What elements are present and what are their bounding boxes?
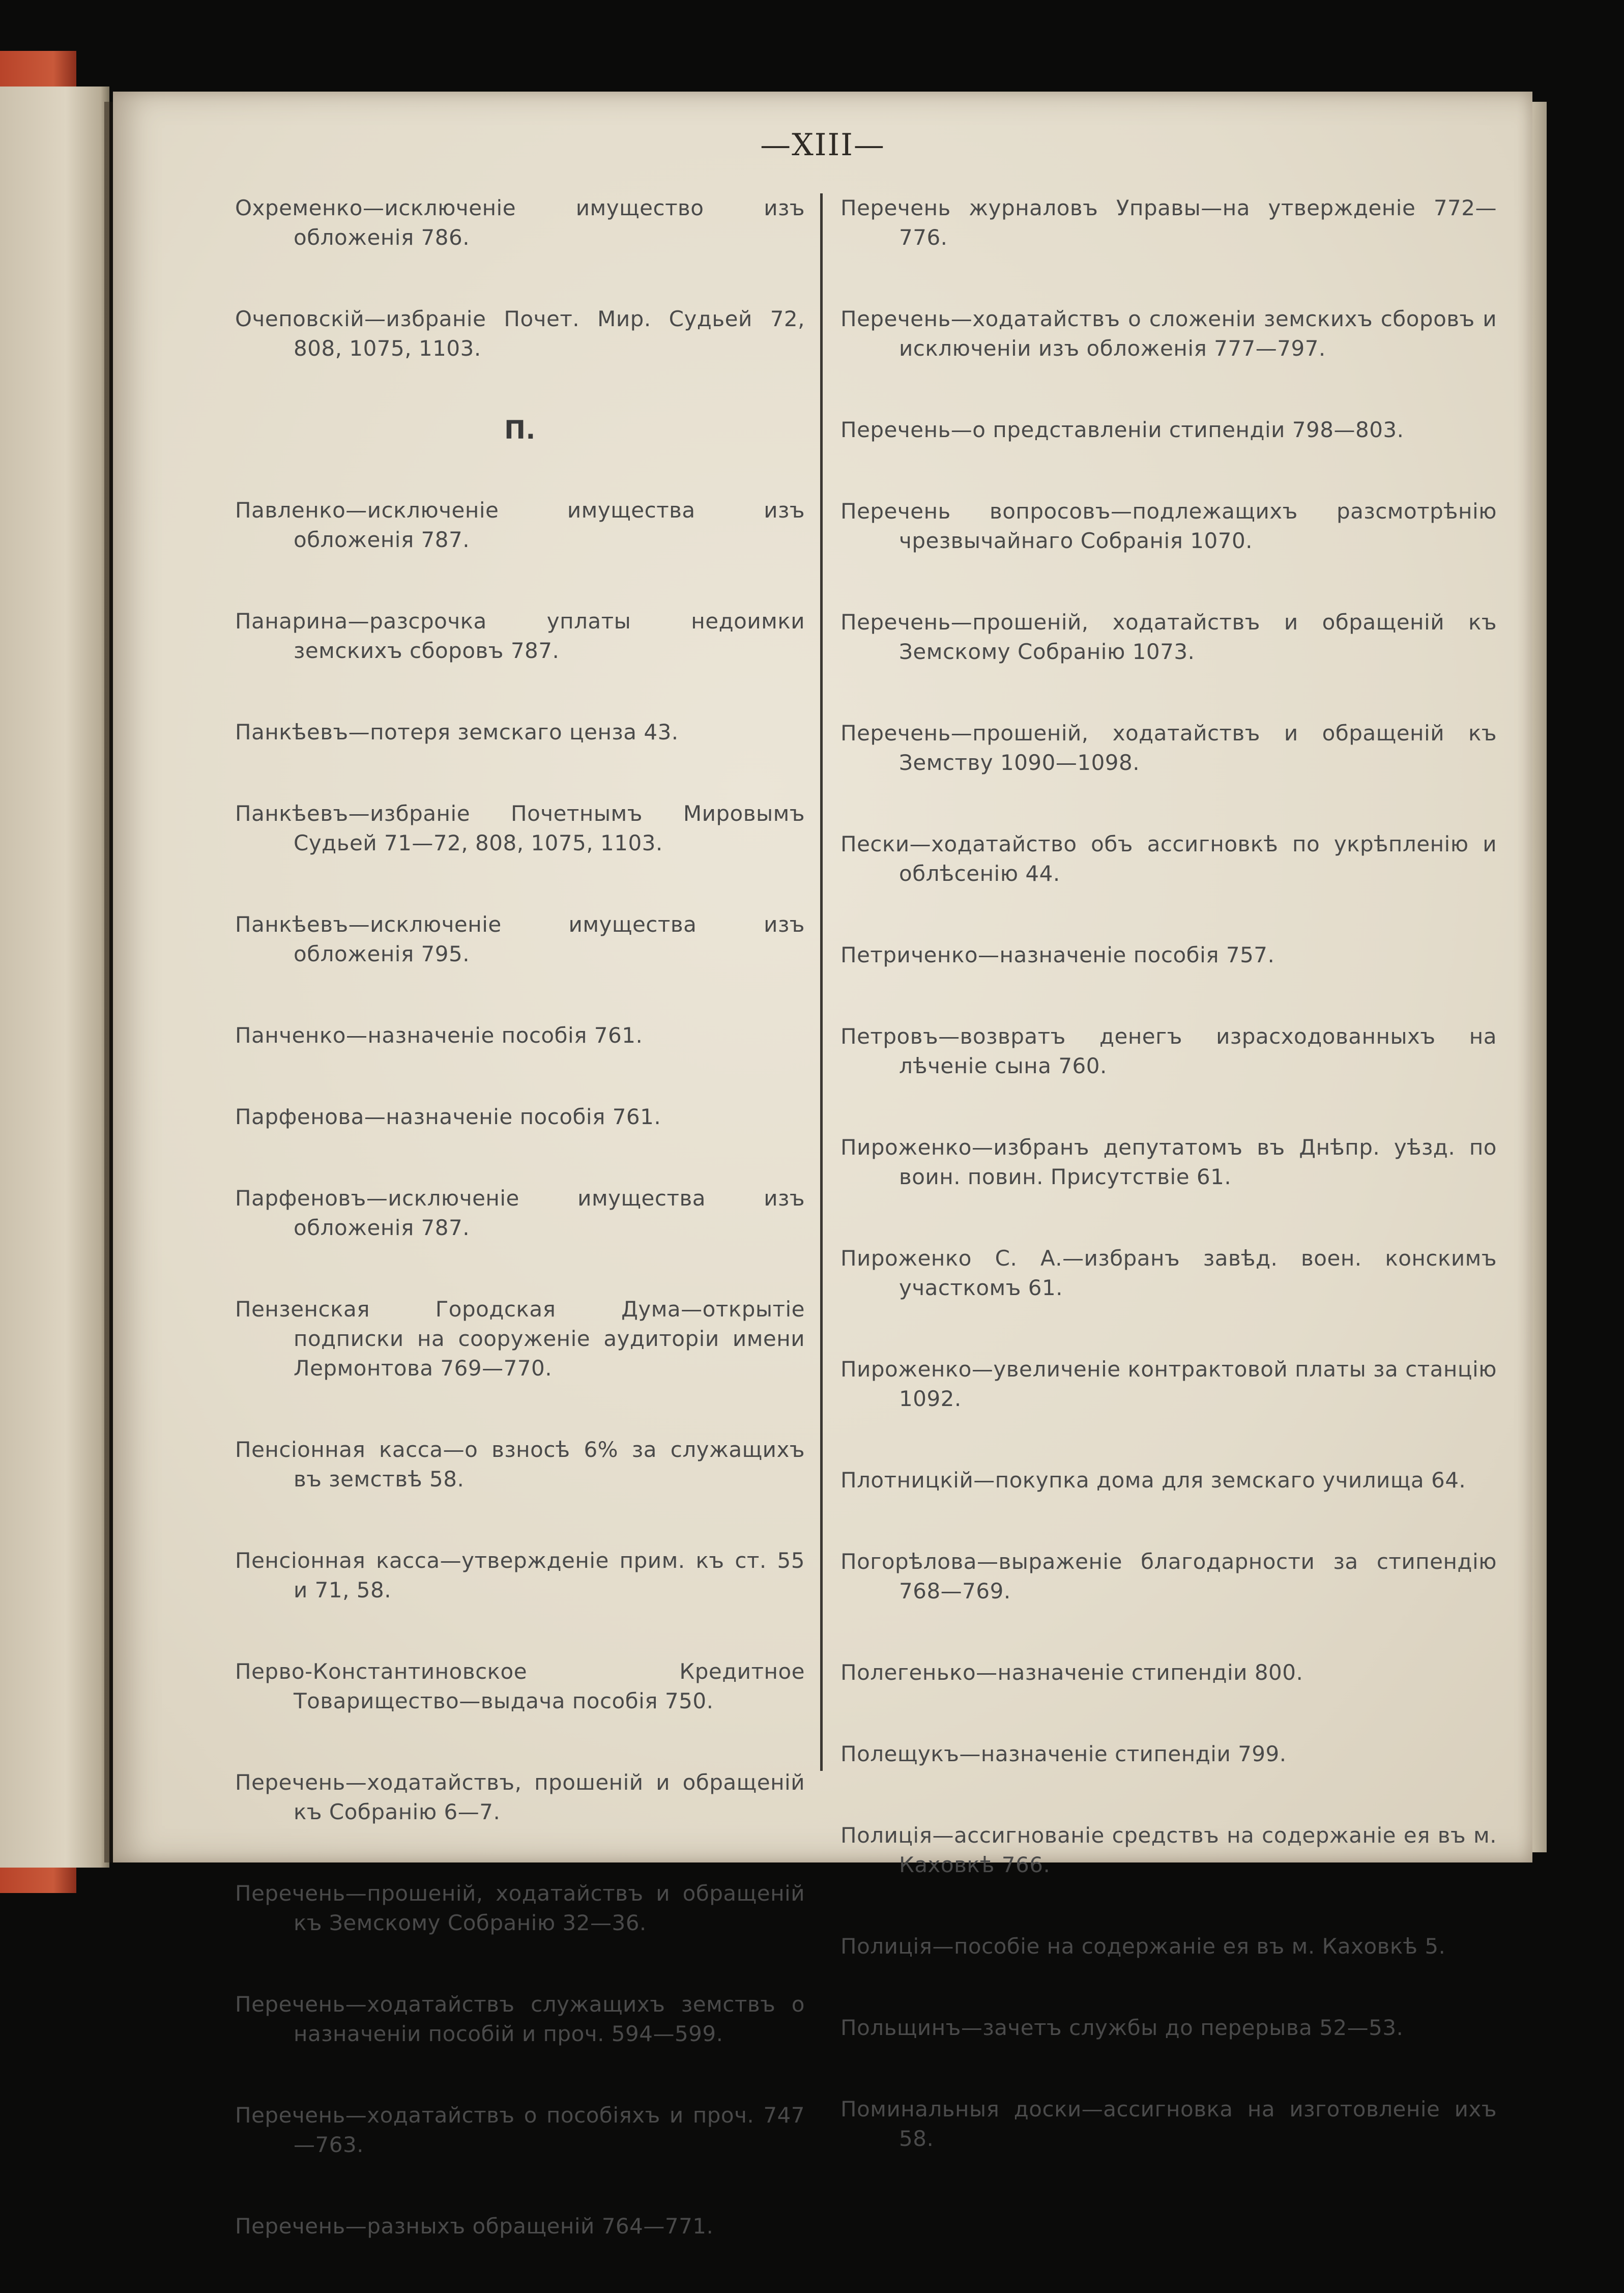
index-entry: Пески—ходатайство объ ассигновкѣ по укрѣпленію и облѣсенію 44. [840,832,1497,886]
index-entry: Петровъ—возвратъ денегъ израсходованныхъ на лѣченіе сына 760. [840,1024,1497,1078]
column-divider [820,193,823,1771]
index-entry: Пироженко—избранъ депутатомъ въ Днѣпр. уѣзд. по воин. повин. Присутствіе 61. [840,1135,1497,1189]
index-entry: Полегенько—назначеніе стипендіи 800. [840,1660,1303,1685]
section-letter: П. [504,415,536,445]
index-entry: Полиція—пособіе на содержаніе ея въ м. Каховкѣ 5. [840,1934,1446,1959]
index-column-left [235,193,805,2293]
index-entry: Очеповскій—избраніе Почет. Мир. Судьей 72, 808, 1075, 1103. [235,306,805,361]
index-entry: Панченко—назначеніе пособія 761. [235,1023,643,1048]
index-entry: Польщинъ—зачетъ службы до перерыва 52—53. [840,2015,1404,2040]
page-number: —XIII— [760,127,885,163]
index-entry: Перечень—ходатайствъ служащихъ земствъ о назначеніи пособій и проч. 594—599. [235,1992,805,2046]
index-entry: Пензенская Городская Дума—открытіе подписки на сооруженіе аудиторіи имени Лермонтова 769—770. [235,1297,805,1381]
index-entry: Панкѣевъ—потеря земскаго ценза 43. [235,720,679,744]
index-entry: Парфенова—назначеніе пособія 761. [235,1104,661,1129]
index-entry: Пироженко—увеличеніе контрактовой платы за станцію 1092. [840,1357,1497,1411]
index-entry: Перечень—ходатайствъ, прошеній и обращеній къ Собранію 6—7. [235,1770,805,1824]
index-entry: Пенсіонная касса—о взносѣ 6% за служащихъ въ земствѣ 58. [235,1437,805,1492]
index-entry: Перечень—прошеній, ходатайствъ и обращеній къ Земству 1090—1098. [840,721,1497,775]
index-entry: Полещукъ—назначеніе стипендіи 799. [840,1741,1287,1766]
index-entry: Павленко—исключеніе имущества изъ обложенія 787. [235,498,805,552]
index-entry: Перечень журналовъ Управы—на утвержденіе 772—776. [840,195,1497,250]
index-entry: Охременко—исключеніе имущество изъ обложенія 786. [235,195,805,250]
index-entry: Пироженко С. А.—избранъ завѣд. воен. конскимъ участкомъ 61. [840,1246,1497,1300]
index-entry: Перечень—ходатайствъ о сложеніи земскихъ сборовъ и исключеніи изъ обложенія 777—797. [840,306,1497,361]
index-entry: Перечень—прошеній, ходатайствъ и обращеній къ Земскому Собранію 32—36. [235,1881,805,1935]
index-entry: Полиція—ассигнованіе средствъ на содержаніе ея въ м. Каховкѣ 766. [840,1823,1497,1877]
facing-page-edge [0,87,109,1868]
index-entry: Перечень—о представленіи стипендіи 798—803. [840,417,1404,442]
book-page [113,92,1532,2239]
page-stack-edge [1532,102,1547,1852]
index-entry: Панарина—разсрочка уплаты недоимки земскихъ сборовъ 787. [235,609,805,663]
index-entry: Перечень—прошеній, ходатайствъ и обращеній къ Земскому Собранію 1073. [840,610,1497,664]
index-entry: Перво-Константиновское Кредитное Товарищество—выдача пособія 750. [235,1659,805,1713]
index-entry: Петриченко—назначеніе пособія 757. [840,942,1275,967]
index-entry: Перечень—ходатайствъ о пособіяхъ и проч. 747—763. [235,2103,805,2157]
index-entry: Плотницкій—покупка дома для земскаго училища 64. [840,1468,1466,1493]
index-entry: Перечень вопросовъ—подлежащихъ разсмотрѣнію чрезвычайнаго Собранія 1070. [840,499,1497,553]
index-entry: Погорѣлова—выраженіе благодарности за стипендію 768—769. [840,1549,1497,1603]
index-entry: Парфеновъ—исключеніе имущества изъ обложенія 787. [235,1186,805,1240]
index-entry: Поминальныя доски—ассигновка на изготовленіе ихъ 58. [840,2097,1497,2151]
index-entry: Панкѣевъ—исключеніе имущества изъ обложенія 795. [235,912,805,966]
index-entry: Перечень—разныхъ обращеній 764—771. [235,2214,714,2239]
index-entry: Панкѣевъ—избраніе Почетнымъ Мировымъ Судьей 71—72, 808, 1075, 1103. [235,801,805,855]
index-entry: Пенсіонная касса—утвержденіе прим. къ ст. 55 и 71, 58. [235,1548,805,1602]
index-column-right [840,193,1497,2205]
